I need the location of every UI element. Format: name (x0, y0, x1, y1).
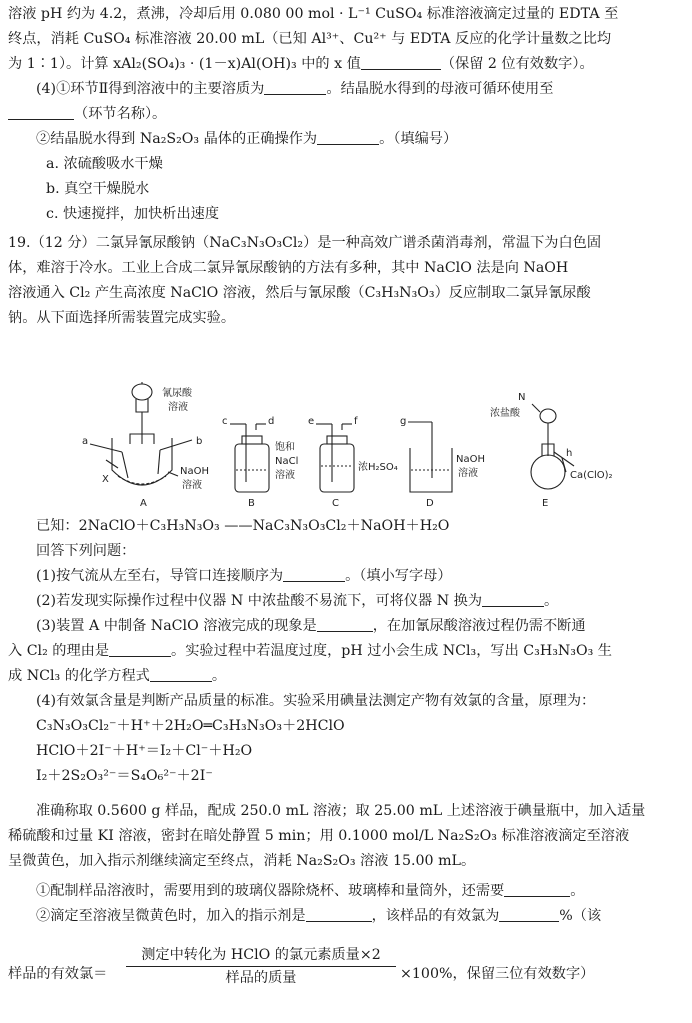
answer-blank (504, 881, 570, 897)
formula-numerator: 测定中转化为 HClO 的氯元素质量×2 (141, 947, 381, 963)
equation-2: HClO＋2I⁻＋H⁺＝I₂＋Cl⁻＋H₂O (36, 743, 253, 759)
q19-line-2: 体，难溶于冷水。工业上合成二氯异氰尿酸钠的方法有多种，其中 NaClO 法是向 NaOH (8, 260, 569, 276)
prev-q4-line-2: （环节名称）。 (8, 102, 686, 126)
procedure-line-1: 准确称取 0.5600 g 样品，配成 250.0 mL 溶液；取 25.00 mL 上述溶液于碘量瓶中，加入适量 (36, 803, 646, 819)
question-4-1: ①配制样品溶液时，需要用到的玻璃仪器除烧杯、玻璃棒和量筒外，还需要 。 (36, 883, 585, 899)
answer-blank (482, 591, 544, 607)
answer-blank (317, 616, 373, 632)
label-e: E (542, 498, 549, 509)
label-a: A (140, 498, 147, 509)
procedure-line-3: 呈微黄色，加入指示剂继续滴定至终点，消耗 Na₂S₂O₃ 溶液 15.00 mL。 (8, 853, 476, 869)
formula-prefix: 样品的有效氯＝ (8, 966, 108, 982)
label-d-2: 溶液 (458, 468, 478, 479)
apparatus-diagram (70, 382, 630, 512)
answer-blank (283, 566, 345, 582)
answer-blank (317, 129, 379, 145)
apparatus-c (316, 424, 354, 492)
label-a-sol: 溶液 (182, 480, 202, 491)
q19-line-3: 溶液通入 Cl₂ 产生高浓度 NaClO 溶液，然后与氰尿酸（C₃H₃N₃O₃）反应制取二氯异氰尿酸 (8, 285, 591, 301)
apparatus-d (408, 422, 452, 492)
formula-fraction (126, 944, 396, 989)
prev-line-3: 为 1∶1）。计算 xAl₂(SO₄)₃ · (1－x)Al(OH)₃ 中的 x 值 （保留 2 位有效数字）。 (8, 56, 594, 72)
answer-prompt: 回答下列问题： (36, 543, 136, 559)
answer-blank (306, 906, 372, 922)
label-e-hcl: 浓盐酸 (490, 408, 520, 419)
procedure-line-2: 稀硫酸和过量 KI 溶液，密封在暗处静置 5 min；用 0.1000 mol/L Na₂S₂O₃ 标准溶液滴定至溶液 (8, 828, 630, 844)
question-4-2: ②滴定至溶液呈微黄色时，加入的指示剂是 ，该样品的有效氯为 %（该 (36, 908, 602, 924)
apparatus-b (230, 424, 269, 492)
port-e: e (308, 416, 315, 427)
question-4: (4)有效氯含量是判断产品质量的标准。实验采用碘量法测定产物有效氯的含量，原理为： (36, 693, 596, 709)
port-b: b (196, 436, 203, 447)
label-a-top: 氰尿酸 (162, 388, 192, 399)
apparatus-figure (70, 382, 630, 512)
label-x: X (102, 474, 109, 485)
prev-q4-line: (4)①环节Ⅱ得到溶液中的主要溶质为 。结晶脱水得到的母液可循环使用至 (36, 81, 554, 97)
prev-line-1: 溶液 pH 约为 4.2，煮沸，冷却后用 0.080 00 mol · L⁻¹ CuSO₄ 标准溶液滴定过量的 EDTA 至 (8, 6, 619, 22)
answer-blank (499, 906, 559, 922)
label-e-n: N (518, 392, 526, 403)
label-d-1: NaOH (456, 454, 485, 465)
prev-q4-2-line: ②结晶脱水得到 Na₂S₂O₃ 晶体的正确操作为 。（填编号） (36, 131, 458, 147)
port-f: f (354, 416, 358, 427)
question-3-line-3: 成 NCl₃ 的化学方程式 。 (8, 668, 227, 684)
option-c: c. 快速搅拌，加快析出速度 (46, 206, 220, 222)
port-g: g (400, 416, 407, 427)
q19-line-1: 19.（12 分）二氯异氰尿酸钠（NaC₃N₃O₃Cl₂）是一种高效广谱杀菌消毒剂，常温下为白色固 (8, 235, 602, 251)
q19-line-4: 钠。从下面选择所需装置完成实验。 (8, 310, 236, 326)
question-2: (2)若发现实际操作过程中仪器 N 中浓盐酸不易流下，可将仪器 N 换为 。 (36, 593, 559, 609)
answer-blank (264, 79, 326, 95)
answer-blank (109, 641, 171, 657)
label-c: C (332, 498, 339, 509)
prev-line-2: 终点，消耗 CuSO₄ 标准溶液 20.00 mL（已知 Al³⁺、Cu²⁺ 与 EDTA 反应的化学计量数之比均 (8, 31, 612, 47)
answer-blank (361, 54, 441, 70)
formula-denominator: 样品的质量 (126, 966, 396, 989)
formula-suffix: ×100%，保留三位有效数字） (400, 966, 595, 982)
label-b-2: NaCl (275, 456, 299, 467)
port-c: c (222, 416, 228, 427)
label-b-1: 饱和 (275, 442, 295, 453)
answer-blank (8, 104, 74, 120)
question-1: (1)按气流从左至右，导管口连接顺序为 。（填小写字母） (36, 568, 452, 584)
formula-line (8, 944, 688, 1004)
equation-3: I₂＋2S₂O₃²⁻＝S₄O₆²⁻＋2I⁻ (36, 768, 213, 784)
label-a-top2: 溶液 (168, 402, 188, 413)
answer-blank (150, 666, 212, 682)
option-b: b. 真空干燥脱水 (46, 181, 150, 197)
apparatus-e (531, 404, 574, 489)
label-d: D (426, 498, 434, 509)
question-3: (3)装置 A 中制备 NaClO 溶液完成的现象是 ，在加氰尿酸溶液过程仍需不断通 (36, 618, 586, 634)
label-a-naoh: NaOH (180, 466, 209, 477)
option-a: a. 浓硫酸吸水干燥 (46, 156, 163, 172)
label-c-acid: 浓H₂SO₄ (358, 462, 398, 473)
port-d: d (268, 416, 275, 427)
equation-1: C₃N₃O₃Cl₂⁻＋H⁺＋2H₂O═C₃H₃N₃O₃＋2HClO (36, 718, 345, 734)
port-a: a (82, 436, 89, 447)
label-b: B (248, 498, 255, 509)
port-h: h (566, 448, 573, 459)
label-e-sol: Ca(ClO)₂ (570, 470, 613, 481)
label-b-3: 溶液 (275, 470, 295, 481)
known-equation: 已知：2NaClO＋C₃H₃N₃O₃ ——NaC₃N₃O₃Cl₂＋NaOH＋H₂O (36, 518, 450, 534)
question-3-line-2: 入 Cl₂ 的理由是 。实验过程中若温度过度，pH 过小会生成 NCl₃，写出 C₃H₃N₃O₃ 生 (8, 643, 612, 659)
